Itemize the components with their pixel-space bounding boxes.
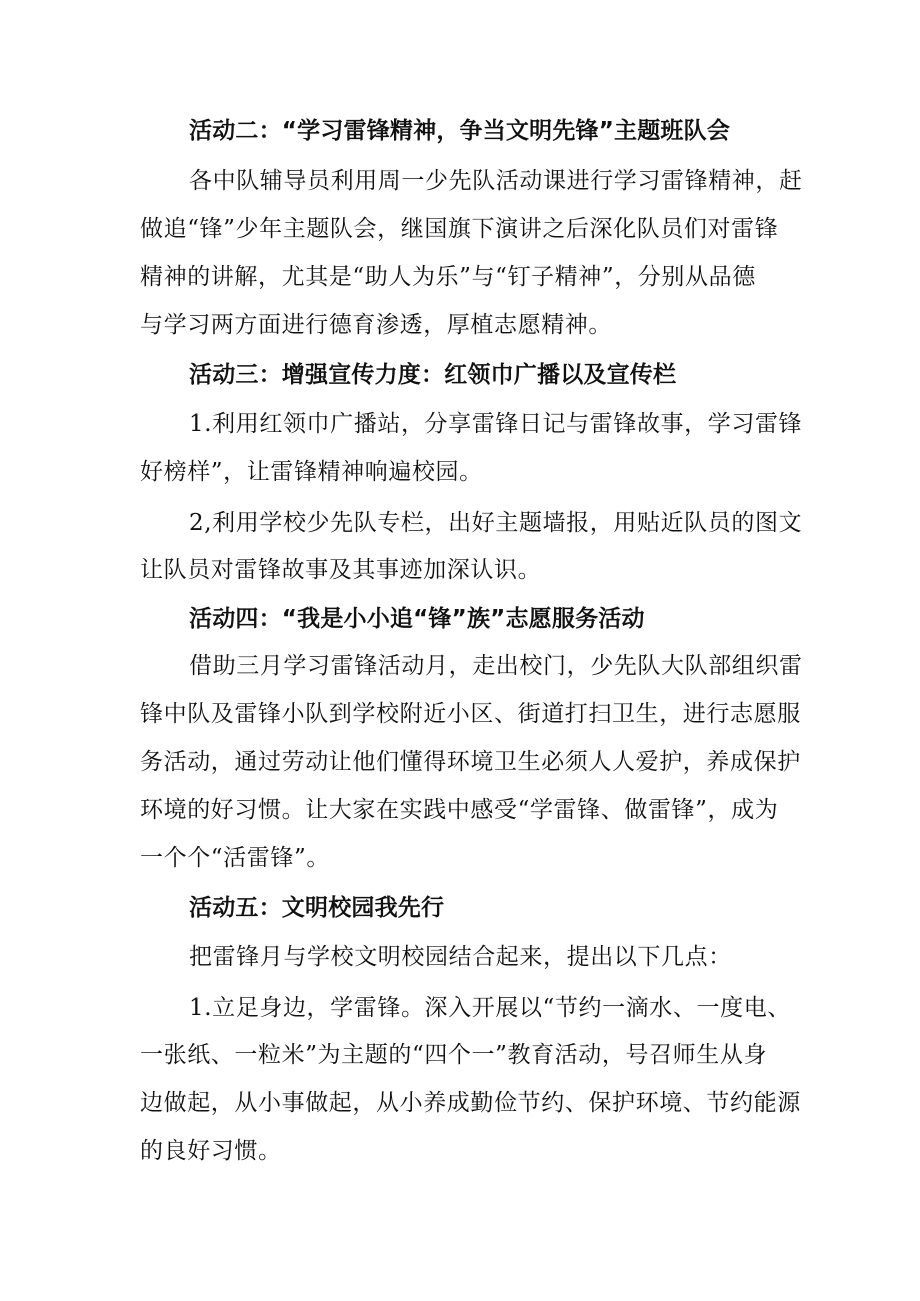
paragraph-line: 一个个“活雷锋”。 — [140, 845, 330, 871]
paragraph-line: 与学习两方面进行德育渗透，厚植志愿精神。 — [140, 312, 612, 338]
section-heading-activity-2: 活动二：“学习雷锋精神，争当文明先锋”主题班队会 — [189, 118, 731, 144]
paragraph-line: 的良好习惯。 — [140, 1138, 282, 1164]
section-heading-activity-3: 活动三：增强宣传力度：红领巾广播以及宣传栏 — [189, 362, 677, 388]
paragraph-line: 2,利用学校少先队专栏，出好主题墙报，用贴近队员的图文 — [189, 510, 803, 536]
paragraph-line: 务活动，通过劳动让他们懂得环境卫生必须人人爱护，养成保护 — [140, 749, 801, 775]
paragraph-line: 环境的好习惯。让大家在实践中感受“学雷锋、做雷锋”，成为 — [140, 797, 779, 823]
paragraph-line: 锋中队及雷锋小队到学校附近小区、街道打扫卫生，进行志愿服 — [140, 701, 801, 727]
section-heading-activity-4: 活动四：“我是小小追“锋”族”志愿服务活动 — [189, 606, 645, 632]
paragraph-line: 把雷锋月与学校文明校园结合起来，提出以下几点： — [189, 944, 732, 970]
paragraph-line: 1.立足身边，学雷锋。深入开展以“节约一滴水、一度电、 — [189, 995, 791, 1021]
paragraph-line: 借助三月学习雷锋活动月，走出校门，少先队大队部组织雷 — [189, 653, 803, 679]
section-heading-activity-5: 活动五：文明校园我先行 — [189, 895, 445, 921]
paragraph-line: 好榜样”，让雷锋精神响遍校园。 — [140, 459, 483, 485]
paragraph-line: 精神的讲解，尤其是“助人为乐”与“钉子精神”，分别从品德 — [140, 264, 756, 290]
paragraph-line: 1.利用红领巾广播站，分享雷锋日记与雷锋故事，学习雷锋 — [189, 411, 803, 437]
paragraph-line: 让队员对雷锋故事及其事迹加深认识。 — [140, 557, 542, 583]
paragraph-line: 一张纸、一粒米”为主题的“四个一”教育活动，号召师生从身 — [140, 1042, 768, 1068]
paragraph-line: 做追“锋”少年主题队会，继国旗下演讲之后深化队员们对雷锋 — [140, 216, 779, 242]
paragraph-line: 各中队辅导员利用周一少先队活动课进行学习雷锋精神，赶 — [189, 168, 803, 194]
paragraph-line: 边做起，从小事做起，从小养成勤俭节约、保护环境、节约能源 — [140, 1090, 801, 1116]
